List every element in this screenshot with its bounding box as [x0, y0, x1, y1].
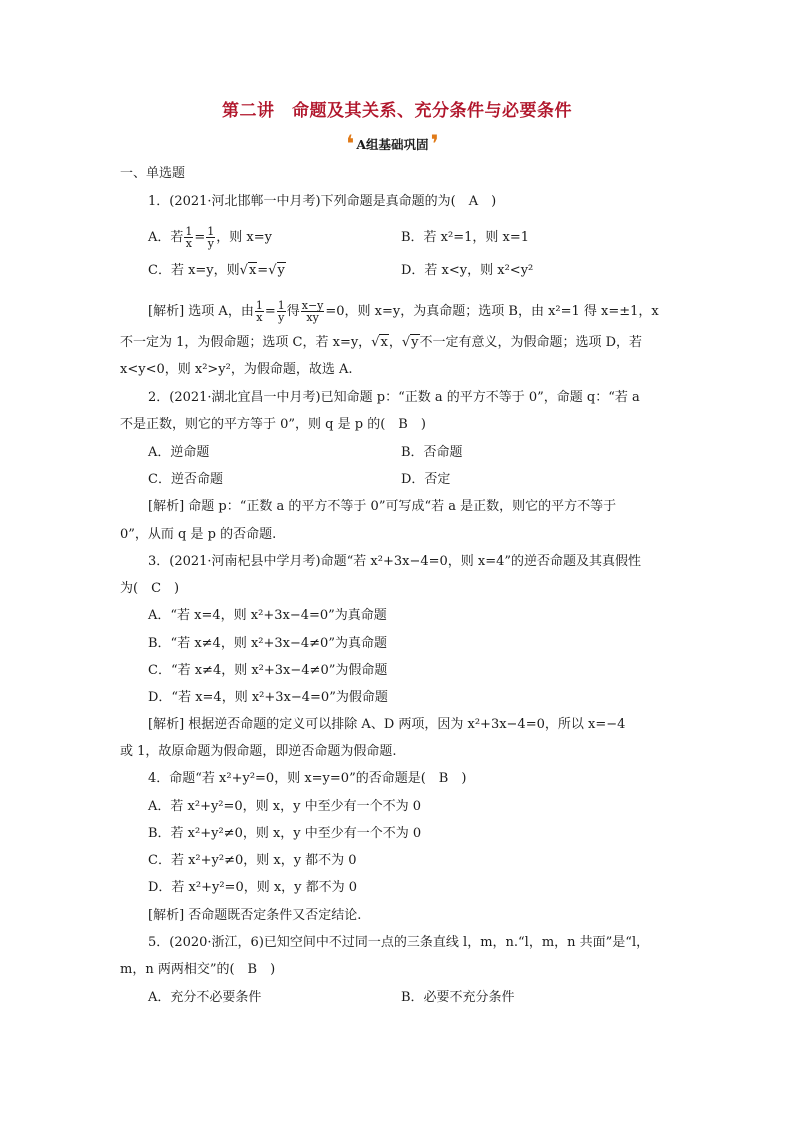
q3-analysis-line-2: 或 1，故原命题为假命题，即逆否命题为假命题.: [120, 744, 397, 759]
q2-option-d: D．否定: [401, 472, 451, 487]
fraction: $\frac{1}{y}$: [207, 225, 215, 250]
q5-stem-line-2: m，n 两两相交”的( B ): [120, 962, 276, 977]
q3-option-d: D．“若 x=4，则 x²+3x−4=0”为假命题: [148, 690, 388, 705]
q1-option-c: C．若 x=y，则√x=√y: [148, 263, 285, 278]
sqrt: √y: [268, 263, 285, 278]
q3-analysis-line-1: [解析] 根据逆否命题的定义可以排除 A、D 两项，因为 x²+3x−4=0，所以 x=−4: [148, 717, 626, 732]
q2-stem-line-2: 不是正数，则它的平方等于 0”，则 q 是 p 的( B ): [120, 417, 426, 432]
q3-stem-line-2: 为( C ): [120, 581, 180, 596]
q4-option-a: A．若 x²+y²=0，则 x，y 中至少有一个不为 0: [148, 799, 422, 814]
q2-analysis-line-2: 0”，从而 q 是 p 的否命题.: [120, 527, 277, 542]
q1-option-d: D．若 x<y，则 x²<y²: [401, 263, 534, 278]
section-heading: 一、单选题: [120, 166, 186, 181]
fraction: $\frac{1}{x}$: [255, 299, 263, 324]
q1-analysis-line-1: [解析] 选项 A，由 $\frac{1}{x}$ = $\frac{1}{y}$ 得 $\frac{x-y}{xy}$ =0，则 x=y，为真命题；选项 B，由 x²=1 得 x=±1，x: [148, 299, 659, 324]
q1-stem: 1．(2021·河北邯郸一中月考)下列命题是真命题的为( A ): [148, 194, 497, 209]
fraction: $\frac{1}{y}$: [277, 299, 285, 324]
q5-option-b: B．必要不充分条件: [401, 990, 515, 1005]
q3-option-a: A．“若 x=4，则 x²+3x−4=0”为真命题: [148, 608, 387, 623]
q2-analysis-line-1: [解析] 命题 p：“正数 a 的平方不等于 0”可写成“若 a 是正数，则它的平方不等于: [148, 499, 617, 514]
q2-stem-line-1: 2．(2021·湖北宜昌一中月考)已知命题 p：“正数 a 的平方不等于 0”，命题 q：“若 a: [148, 390, 640, 405]
fraction: $\frac{x-y}{xy}$: [301, 299, 324, 324]
group-badge: [346, 130, 439, 158]
q3-option-c: C．“若 x≠4，则 x²+3x−4≠0”为假命题: [148, 663, 388, 678]
open-quote-icon: ❛: [346, 130, 355, 158]
q1-analysis-line-2: 不一定为 1，为假命题；选项 C，若 x=y，√x，√y不一定有意义，为假命题；选项 D，若: [120, 335, 643, 350]
q4-option-c: C．若 x²+y²≠0，则 x，y 都不为 0: [148, 853, 357, 868]
close-quote-icon: ❜: [430, 130, 439, 158]
q1-option-b: B．若 x²=1，则 x=1: [401, 230, 530, 245]
analysis-tag: [解析]: [148, 304, 185, 319]
q4-option-d: D．若 x²+y²=0，则 x，y 都不为 0: [148, 880, 358, 895]
q1-option-a: A．若 $\frac{1}{x}$ = $\frac{1}{y}$ ，则 x=y: [148, 225, 272, 250]
q5-stem-line-1: 5．(2020·浙江，6)已知空间中不过同一点的三条直线 l，m，n.“l，m，n 共面”是“l，: [148, 935, 650, 950]
group-label: A组基础巩固: [356, 137, 429, 152]
q3-stem-line-1: 3．(2021·河南杞县中学月考)命题“若 x²+3x−4=0，则 x=4”的逆否命题及其真假性: [148, 554, 642, 569]
analysis-tag: [解析]: [148, 908, 185, 923]
q4-stem: 4．命题“若 x²+y²=0，则 x=y=0”的否命题是( B ): [148, 771, 467, 786]
q2-option-a: A．逆命题: [148, 445, 210, 460]
q4-analysis-line-1: [解析] 否命题既否定条件又否定结论.: [148, 908, 362, 923]
q1-analysis-line-3: x<y<0，则 x²>y²，为假命题，故选 A.: [120, 362, 353, 377]
q3-option-b: B．“若 x≠4，则 x²+3x−4≠0”为真命题: [148, 636, 387, 651]
q2-option-c: C．逆否命题: [148, 472, 223, 487]
fraction: $\frac{1}{x}$: [185, 225, 193, 250]
q4-option-b: B．若 x²+y²≠0，则 x，y 中至少有一个不为 0: [148, 826, 422, 841]
q2-option-b: B．否命题: [401, 445, 463, 460]
q5-option-a: A．充分不必要条件: [148, 990, 262, 1005]
analysis-tag: [解析]: [148, 499, 185, 514]
sqrt: √x: [239, 263, 257, 278]
sqrt: √y: [401, 335, 419, 350]
page-title: 第二讲 命题及其关系、充分条件与必要条件: [222, 101, 572, 121]
sqrt: √x: [371, 335, 388, 350]
analysis-tag: [解析]: [148, 717, 185, 732]
